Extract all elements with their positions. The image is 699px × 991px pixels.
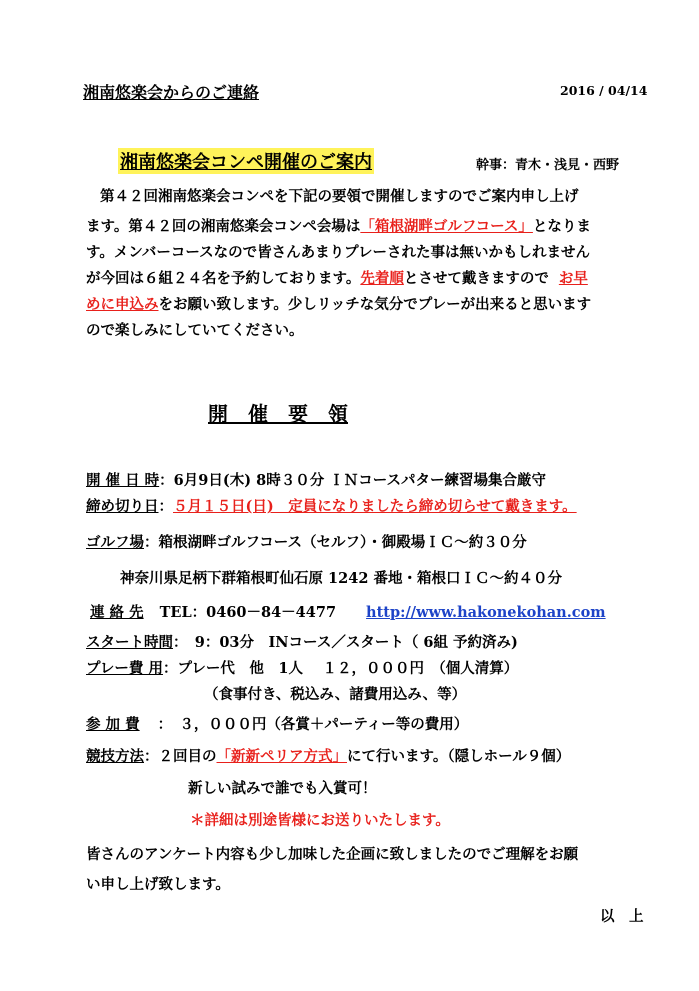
- rules-detail: ＊詳細は別途皆様にお送りいたします。: [190, 812, 450, 829]
- org-heading: 湘南悠楽会からのご連絡: [83, 83, 260, 102]
- detail-entry: [86, 712, 468, 737]
- intro-text: となりま: [532, 218, 591, 235]
- document-date: 2016 / 04/14: [560, 83, 648, 98]
- start-label: スタート時間: [86, 634, 173, 651]
- course-highlight: 「箱根湖畔ゴルフコース」: [360, 218, 533, 235]
- closing-end: [600, 904, 644, 929]
- intro-line-6: [86, 318, 304, 343]
- fee-value: ：プレー代 他 1人 １２，０００円 （個人清算）: [162, 660, 519, 677]
- detail-datetime: [86, 468, 546, 493]
- rules-note: 新しい試みで誰でも入賞可！: [188, 780, 377, 797]
- rules-method-highlight: 「新新ペリア方式」: [216, 748, 347, 765]
- course-value: ：箱根湖畔ゴルフコース（セルフ）・御殿場ＩＣ～約３０分: [144, 534, 527, 551]
- apply-early-highlight-cont: めに申込み: [86, 296, 159, 313]
- detail-fee: [86, 656, 518, 681]
- intro-text: ので楽しみにしていてください。: [86, 322, 304, 339]
- deadline-colon: ：: [158, 498, 173, 515]
- closing-text: い申し上げ致します。: [86, 876, 230, 893]
- organizers: 幹事：青木・浅見・西野: [476, 158, 620, 173]
- intro-text: が今回は６組２４名を予約しております。: [86, 270, 361, 287]
- detail-address: [120, 566, 562, 591]
- contact-url-link[interactable]: http://www.hakonekohan.com: [366, 604, 606, 621]
- detail-start: [86, 630, 518, 655]
- fee-note: （食事付き、税込み、諸費用込み、等）: [204, 686, 467, 703]
- detail-rules-detail: [190, 808, 450, 833]
- deadline-value: ５月１５日(日) 定員になりましたら締め切らせて戴きます。: [173, 498, 577, 515]
- rules-value-cont: にて行います。（隠しホール９個）: [347, 748, 571, 765]
- apply-early-highlight: お早: [558, 270, 588, 287]
- rules-value: ：２回目の: [144, 748, 217, 765]
- intro-line-4: [86, 266, 588, 291]
- contact-label: 連 絡 先: [90, 604, 144, 621]
- intro-text: とさせて戴きますので: [403, 270, 549, 287]
- entry-label: 参 加 費: [86, 716, 140, 733]
- rules-label: 競技方法: [86, 748, 144, 765]
- closing-end-mark: 以 上: [600, 908, 644, 925]
- intro-text: をお願い致します。少しリッチな気分でプレーが出来ると思います: [158, 296, 592, 313]
- intro-line-2: [86, 214, 591, 239]
- detail-course: [86, 530, 527, 555]
- intro-text: ます。第４２回の湘南悠楽会コンペ会場は: [86, 218, 361, 235]
- intro-text: す。メンバーコースなので皆さんあまりプレーされた事は無いかもしれません: [86, 244, 591, 261]
- datetime-label: 開 催 日 時: [86, 472, 160, 489]
- detail-contact: [90, 600, 606, 625]
- notice-title: 湘南悠楽会コンペ開催のご案内: [118, 148, 374, 174]
- deadline-label: 締め切り日: [86, 498, 159, 515]
- course-label: ゴルフ場: [86, 534, 144, 551]
- contact-tel: TEL：0460－84－4477: [159, 604, 337, 621]
- closing-text: 皆さんのアンケート内容も少し加味した企画に致しましたのでご理解をお願: [86, 846, 579, 863]
- intro-line-1: [100, 184, 579, 209]
- section-title: 開 催 要 領: [208, 402, 348, 426]
- address-value: 神奈川県足柄下群箱根町仙石原 1242 番地・箱根口ＩＣ～約４０分: [120, 570, 562, 587]
- detail-rules: [86, 744, 570, 769]
- first-come-highlight: 先着順: [360, 270, 404, 287]
- fee-label: プレー費 用: [86, 660, 163, 677]
- start-value: ： 9：03分 INコース／スタート（ 6組 予約済み): [173, 634, 518, 651]
- detail-fee-note: [204, 682, 466, 707]
- intro-line-5: [86, 292, 591, 317]
- closing-line-2: [86, 872, 230, 897]
- detail-rules-note: [188, 776, 377, 801]
- intro-line-3: [86, 240, 590, 265]
- intro-text: 第４２回湘南悠楽会コンペを下記の要領で開催しますのでご案内申し上げ: [100, 188, 579, 205]
- detail-deadline: [86, 494, 577, 519]
- entry-value: ： ３，０００円（各賞＋パーティー等の費用）: [157, 716, 469, 733]
- closing-line-1: [86, 842, 578, 867]
- datetime-value: ：6月9日(木) 8時３０分 ＩＮコースパター練習場集合厳守: [159, 472, 547, 489]
